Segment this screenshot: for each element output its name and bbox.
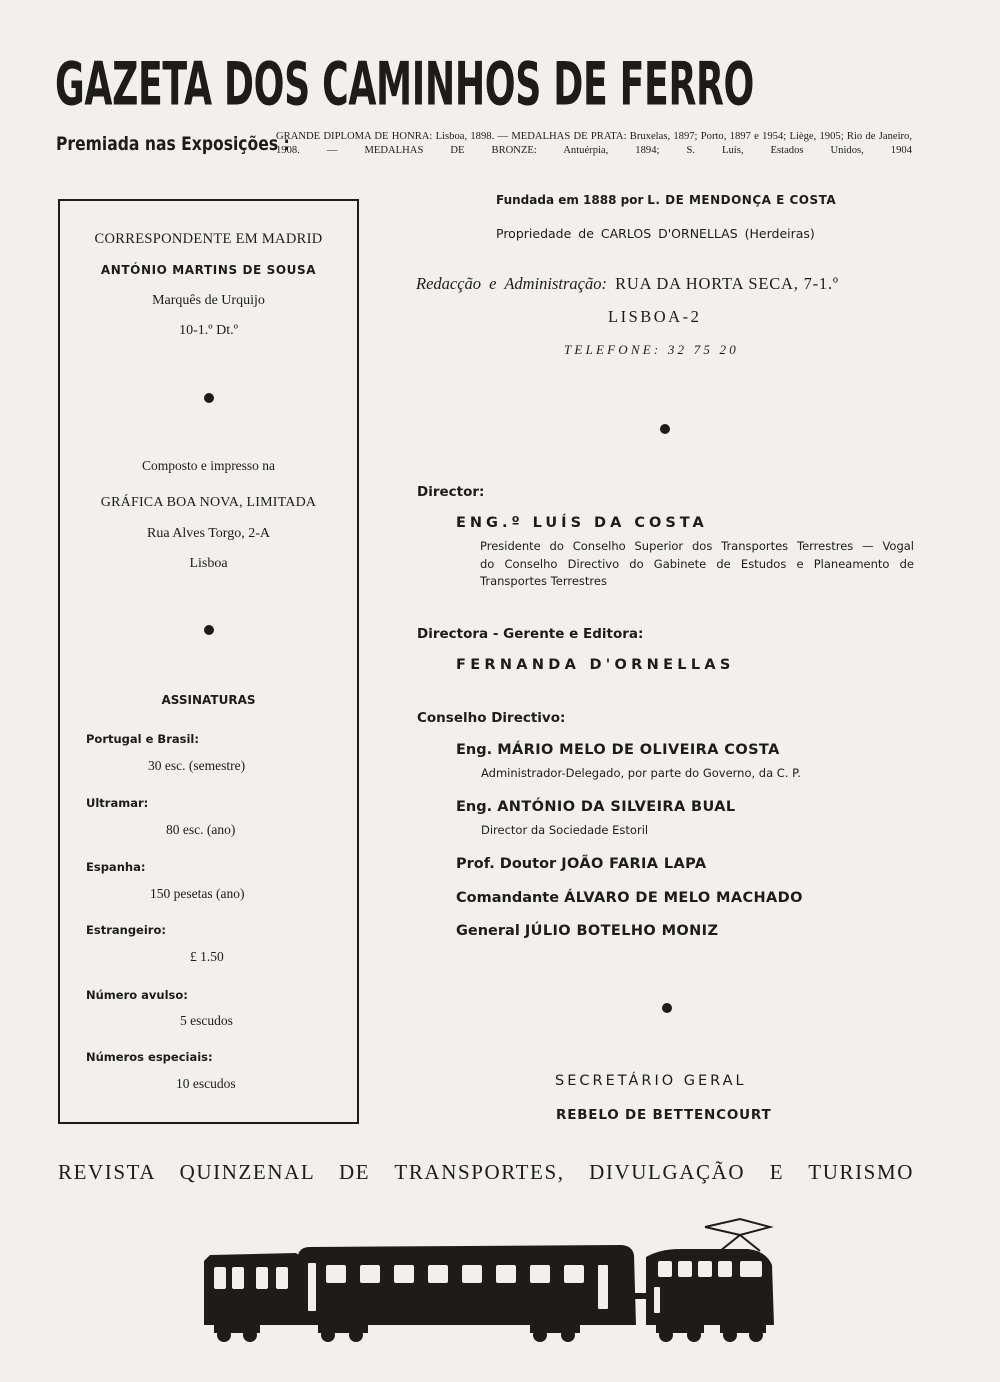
board-member-title: General	[456, 923, 520, 939]
subscription-value: 80 esc. (ano)	[166, 822, 236, 837]
founded-name: L. DE MENDONÇA E COSTA	[647, 193, 837, 207]
subscription-label: Ultramar:	[86, 796, 149, 810]
electric-train-icon	[200, 1215, 780, 1347]
correspondent-title: CORRESPONDENTE EM MADRID	[94, 231, 323, 247]
subscription-value: 5 escudos	[180, 1013, 233, 1028]
board-member	[456, 923, 718, 939]
board-member-title: Eng.	[456, 799, 493, 815]
board-member	[456, 799, 735, 815]
printer-street: Rua Alves Torgo, 2-A	[147, 526, 270, 541]
subscription-value: 150 pesetas (ano)	[150, 886, 245, 901]
board-member	[456, 890, 803, 906]
board-member-name: ANTÓNIO DA SILVEIRA BUAL	[497, 799, 736, 815]
director-role-line: Transportes Terrestres	[480, 574, 607, 588]
subscription-label: Portugal e Brasil:	[86, 732, 199, 746]
property-name: CARLOS D'ORNELLAS	[600, 226, 738, 241]
subscription-label: Número avulso:	[86, 988, 188, 1002]
bullet-dot	[204, 625, 214, 635]
board-member-name: JÚLIO BOTELHO MONIZ	[524, 923, 719, 939]
board-member-name: MÁRIO MELO DE OLIVEIRA COSTA	[497, 742, 780, 758]
board-label: Conselho Directivo:	[417, 710, 566, 726]
printer-city: Lisboa	[189, 556, 228, 571]
director-label: Director:	[417, 484, 485, 500]
bullet-dot	[204, 393, 214, 403]
subscription-label: Espanha:	[86, 860, 146, 874]
board-member-title: Prof. Doutor	[456, 856, 557, 872]
manager-name: FERNANDA D'ORNELLAS	[456, 657, 735, 673]
director-name: ENG.º LUÍS DA COSTA	[456, 515, 708, 531]
subscription-label: Estrangeiro:	[86, 923, 166, 937]
subscription-label: Números especiais:	[86, 1050, 213, 1064]
bullet-dot	[660, 424, 670, 434]
subscription-value: 10 escudos	[176, 1076, 236, 1091]
subscription-value: £ 1.50	[190, 949, 224, 964]
board-member-title: Comandante	[456, 890, 560, 906]
manager-label: Directora - Gerente e Editora:	[417, 626, 644, 642]
board-member-name: JOÃO FARIA LAPA	[561, 856, 707, 872]
property-suffix: (Herdeiras)	[744, 226, 815, 241]
board-member-title: Eng.	[456, 742, 493, 758]
admin-line	[416, 274, 839, 294]
secretary-label: SECRETÁRIO GERAL	[555, 1073, 747, 1089]
info-box	[58, 199, 359, 1124]
subscriptions-title: ASSINATURAS	[161, 693, 256, 707]
correspondent-floor: 10-1.º Dt.º	[179, 323, 238, 338]
board-member-role: Director da Sociedade Estoril	[481, 823, 649, 837]
footer-tagline: REVISTA QUINZENAL DE TRANSPORTES, DIVULGAÇÃO E TURISMO	[58, 1160, 914, 1184]
founded-line	[496, 193, 836, 207]
admin-label: Redacção e Administração:	[416, 274, 607, 293]
correspondent-street: Marquês de Urquijo	[152, 293, 265, 308]
director-role-line: do Conselho Directivo do Gabinete de Estudos e Planeamento de	[480, 556, 914, 571]
board-member	[456, 856, 706, 872]
bullet-dot	[662, 1003, 672, 1013]
founded-prefix: Fundada em 1888 por	[496, 193, 644, 207]
board-member-name: ÁLVARO DE MELO MACHADO	[564, 890, 803, 906]
director-role	[480, 538, 914, 591]
phone: TELEFONE: 32 75 20	[564, 342, 739, 357]
admin-address: RUA DA HORTA SECA, 7-1.º	[615, 274, 839, 293]
property-line	[496, 226, 815, 241]
secretary-name: REBELO DE BETTENCOURT	[556, 1107, 772, 1123]
printer-name: GRÁFICA BOA NOVA, LIMITADA	[100, 495, 317, 510]
director-role-line: Presidente do Conselho Superior dos Transportes Terrestres — Vogal	[480, 539, 914, 553]
property-prefix: Propriedade de	[496, 226, 594, 241]
awards-label: Premiada nas Exposições :	[56, 133, 290, 155]
masthead-title: GAZETA DOS CAMINHOS DE FERRO	[55, 49, 754, 120]
city: LISBOA-2	[608, 307, 702, 326]
awards-text: GRANDE DIPLOMA DE HONRA: Lisboa, 1898. — MEDALHAS DE PRATA: Bruxelas, 1897; Porto, 1897 e 1954; Liège, 1905; Rio de Janeiro, 1908. — MEDALHAS DE BRONZE: Antuérpia, 1894; S. Luís, Estados Unidos, 1904	[276, 131, 912, 156]
subscription-value: 30 esc. (semestre)	[148, 758, 246, 773]
printed-label: Composto e impresso na	[141, 458, 276, 473]
board-member	[456, 742, 780, 758]
board-member-role: Administrador-Delegado, por parte do Governo, da C. P.	[481, 766, 801, 780]
correspondent-name: ANTÓNIO MARTINS DE SOUSA	[100, 263, 317, 277]
